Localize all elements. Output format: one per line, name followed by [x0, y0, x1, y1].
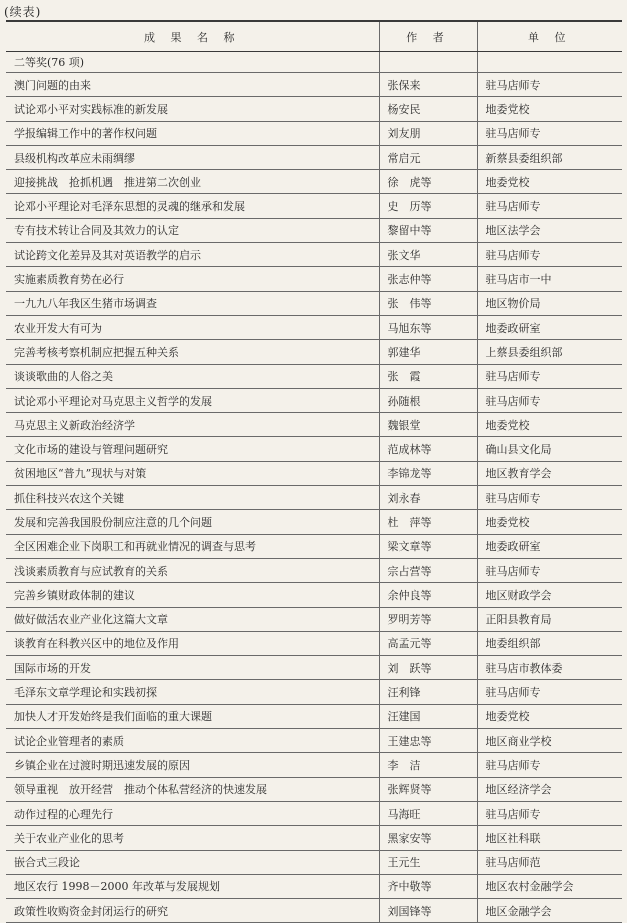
author-cell: 杨安民: [379, 97, 477, 121]
title-cell: 政策性收购资金封闭运行的研究: [6, 899, 379, 923]
table-row: [6, 656, 622, 680]
title-cell: 试论邓小平对实践标准的新发展: [6, 97, 379, 121]
title-cell: 一九九八年我区生猪市场调查: [6, 291, 379, 315]
section-row: [6, 52, 622, 73]
table-row: [6, 510, 622, 534]
unit-cell: 驻马店师专: [477, 388, 622, 412]
author-cell: 刘永春: [379, 486, 477, 510]
awards-table: [6, 20, 622, 923]
title-cell: 澳门问题的由来: [6, 73, 379, 97]
title-cell: 加快人才开发始终是我们面临的重大课题: [6, 704, 379, 728]
unit-cell: 正阳县教育局: [477, 607, 622, 631]
title-cell: 农业开发大有可为: [6, 315, 379, 339]
title-cell: 试论跨文化差异及其对英语教学的启示: [6, 243, 379, 267]
table-row: [6, 97, 622, 121]
title-cell: 嵌合式三段论: [6, 850, 379, 874]
table-row: [6, 899, 622, 923]
unit-cell: 地委政研室: [477, 534, 622, 558]
title-cell: 文化市场的建设与管理问题研究: [6, 437, 379, 461]
author-cell: 李 洁: [379, 753, 477, 777]
title-cell: 国际市场的开发: [6, 656, 379, 680]
title-cell: 马克思主义新政治经济学: [6, 413, 379, 437]
table-row: [6, 874, 622, 898]
author-cell: 王建忠等: [379, 729, 477, 753]
column-header-author: 作 者: [379, 21, 477, 52]
table-row: [6, 267, 622, 291]
unit-cell: 地区财政学会: [477, 583, 622, 607]
title-cell: 毛泽东文章学理论和实践初探: [6, 680, 379, 704]
author-cell: 高孟元等: [379, 631, 477, 655]
unit-cell: 驻马店师专: [477, 801, 622, 825]
table-header-row: [6, 21, 622, 52]
unit-cell: 地区经济学会: [477, 777, 622, 801]
title-cell: 试论企业管理者的素质: [6, 729, 379, 753]
author-cell: 汪利锋: [379, 680, 477, 704]
title-cell: 做好做活农业产业化这篇大文章: [6, 607, 379, 631]
table-row: [6, 218, 622, 242]
title-cell: 实施素质教育势在必行: [6, 267, 379, 291]
author-cell: 马海旺: [379, 801, 477, 825]
unit-cell: 地委党校: [477, 97, 622, 121]
section-label: 二等奖(76 项): [6, 52, 379, 73]
table-row: [6, 170, 622, 194]
unit-cell: 确山县文化局: [477, 437, 622, 461]
table-row: [6, 364, 622, 388]
author-cell: 史 历等: [379, 194, 477, 218]
title-cell: 关于农业产业化的思考: [6, 826, 379, 850]
author-cell: 郭建华: [379, 340, 477, 364]
table-row: [6, 340, 622, 364]
author-cell: 梁文章等: [379, 534, 477, 558]
title-cell: 动作过程的心理先行: [6, 801, 379, 825]
unit-cell: 地区法学会: [477, 218, 622, 242]
title-cell: 抓住科技兴农这个关键: [6, 486, 379, 510]
author-cell: 张辉贤等: [379, 777, 477, 801]
author-cell: 黎留中等: [379, 218, 477, 242]
unit-cell: 驻马店师专: [477, 243, 622, 267]
unit-cell: 驻马店市教体委: [477, 656, 622, 680]
unit-cell: 地委党校: [477, 704, 622, 728]
unit-cell: 地委党校: [477, 510, 622, 534]
unit-cell: 地区金融学会: [477, 899, 622, 923]
author-cell: 黑家安等: [379, 826, 477, 850]
table-row: [6, 437, 622, 461]
unit-cell: 地委政研室: [477, 315, 622, 339]
author-cell: 张文华: [379, 243, 477, 267]
author-cell: 余仲良等: [379, 583, 477, 607]
table-row: [6, 631, 622, 655]
title-cell: 完善乡镇财政体制的建议: [6, 583, 379, 607]
unit-cell: 驻马店师专: [477, 486, 622, 510]
unit-cell: 地委组织部: [477, 631, 622, 655]
unit-cell: 地区教育学会: [477, 461, 622, 485]
title-cell: 贫困地区“普九”现状与对策: [6, 461, 379, 485]
unit-cell: 驻马店师专: [477, 73, 622, 97]
author-cell: 罗明芳等: [379, 607, 477, 631]
title-cell: 乡镇企业在过渡时期迅速发展的原因: [6, 753, 379, 777]
author-cell: 王元生: [379, 850, 477, 874]
author-cell: 刘 跃等: [379, 656, 477, 680]
unit-cell: 驻马店市一中: [477, 267, 622, 291]
unit-cell: 驻马店师专: [477, 364, 622, 388]
unit-cell: 地委党校: [477, 413, 622, 437]
author-cell: 齐中敬等: [379, 874, 477, 898]
column-header-title: 成 果 名 称: [6, 21, 379, 52]
author-cell: 宗占营等: [379, 558, 477, 582]
title-cell: 全区困难企业下岗职工和再就业情况的调查与思考: [6, 534, 379, 558]
column-header-unit: 单 位: [477, 21, 622, 52]
title-cell: 发展和完善我国股份制应注意的几个问题: [6, 510, 379, 534]
unit-cell: 地区农村金融学会: [477, 874, 622, 898]
title-cell: 谈谈歌曲的人俗之美: [6, 364, 379, 388]
unit-cell: 驻马店师专: [477, 194, 622, 218]
table-row: [6, 534, 622, 558]
table-row: [6, 729, 622, 753]
title-cell: 领导重视 放开经营 推动个体私营经济的快速发展: [6, 777, 379, 801]
table-row: [6, 73, 622, 97]
table-row: [6, 388, 622, 412]
table-row: [6, 801, 622, 825]
unit-cell: 驻马店师专: [477, 753, 622, 777]
table-row: [6, 583, 622, 607]
title-cell: 地区农行 1998－2000 年改革与发展规划: [6, 874, 379, 898]
table-row: [6, 826, 622, 850]
author-cell: 张志仲等: [379, 267, 477, 291]
continuation-label: (续表): [4, 5, 42, 19]
table-row: [6, 315, 622, 339]
author-cell: 徐 虎等: [379, 170, 477, 194]
author-cell: 马旭东等: [379, 315, 477, 339]
table-row: [6, 243, 622, 267]
table-row: [6, 850, 622, 874]
unit-cell: 地区社科联: [477, 826, 622, 850]
author-cell: 刘友朋: [379, 121, 477, 145]
table-row: [6, 607, 622, 631]
table-row: [6, 753, 622, 777]
table-row: [6, 194, 622, 218]
title-cell: 县级机构改革应未雨绸缪: [6, 145, 379, 169]
title-cell: 浅谈素质教育与应试教育的关系: [6, 558, 379, 582]
title-cell: 学报编辑工作中的著作权问题: [6, 121, 379, 145]
table-row: [6, 461, 622, 485]
title-cell: 迎接挑战 抢抓机遇 推进第二次创业: [6, 170, 379, 194]
table-row: [6, 145, 622, 169]
title-cell: 专有技术转让合同及其效力的认定: [6, 218, 379, 242]
unit-cell: 驻马店师范: [477, 850, 622, 874]
title-cell: 论邓小平理论对毛泽东思想的灵魂的继承和发展: [6, 194, 379, 218]
author-cell: 孙随根: [379, 388, 477, 412]
author-cell: 常启元: [379, 145, 477, 169]
author-cell: 魏银堂: [379, 413, 477, 437]
unit-cell: 新蔡县委组织部: [477, 145, 622, 169]
title-cell: 谈教育在科教兴区中的地位及作用: [6, 631, 379, 655]
unit-cell: 上蔡县委组织部: [477, 340, 622, 364]
unit-cell: 驻马店师专: [477, 558, 622, 582]
table-row: [6, 486, 622, 510]
author-cell: 刘国锋等: [379, 899, 477, 923]
table-row: [6, 558, 622, 582]
unit-cell: 驻马店师专: [477, 680, 622, 704]
unit-cell: 地区物价局: [477, 291, 622, 315]
table-row: [6, 680, 622, 704]
title-cell: 试论邓小平理论对马克思主义哲学的发展: [6, 388, 379, 412]
unit-cell: 地区商业学校: [477, 729, 622, 753]
author-cell: 范成林等: [379, 437, 477, 461]
table-row: [6, 291, 622, 315]
author-cell: 张 霞: [379, 364, 477, 388]
unit-cell: 地委党校: [477, 170, 622, 194]
author-cell: 杜 萍等: [379, 510, 477, 534]
table-row: [6, 121, 622, 145]
author-cell: 李锦龙等: [379, 461, 477, 485]
author-cell: 汪建国: [379, 704, 477, 728]
title-cell: 完善考核考察机制应把握五种关系: [6, 340, 379, 364]
unit-cell: 驻马店师专: [477, 121, 622, 145]
author-cell: 张 伟等: [379, 291, 477, 315]
author-cell: 张保来: [379, 73, 477, 97]
table-row: [6, 777, 622, 801]
table-row: [6, 413, 622, 437]
table-row: [6, 704, 622, 728]
section-empty-cell: [477, 52, 622, 73]
section-empty-cell: [379, 52, 477, 73]
